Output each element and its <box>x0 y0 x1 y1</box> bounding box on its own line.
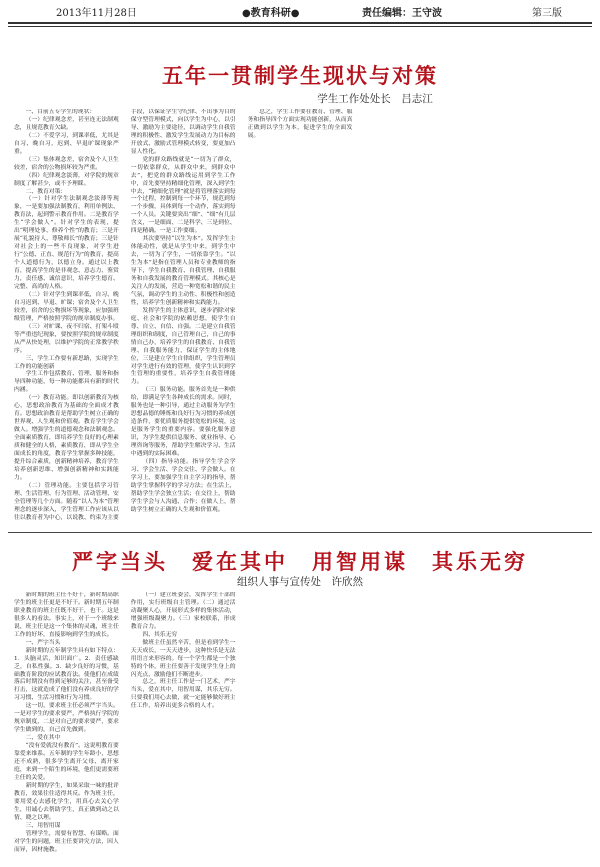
paragraph: 三、用智用谋 <box>25 822 61 829</box>
paragraph: 新时期的班主任不好干，新时期高职学生的班主任更是不好干。新时期五年制职业教育的班主任既不好干，也干。这是很多人的看法。事实上，对于一个班级来说，班主任是这一个集体的灵魂，班主任工作的好坏，直接影响到学生的成长。 <box>14 592 119 638</box>
paragraph: 一、严字当头 <box>25 639 61 646</box>
paragraph: 这一切，要求班主任必须严字当头。一是对学生的要求要严，严格执行学院的规章制度，二是对自己的要求要严，要求学生做到的，自己首先做到。 <box>14 703 119 734</box>
paragraph: 发挥学生的主体意识，逐步消除对家庭、社会和学院的依赖思想，使学生自尊、自立、自信、自强。二是建立自我管理组织和制度，自己管理自己，自己的事情自己办，培养学生的自我教育、自我管理、自我服务能力，保证学生的主体地位，三是建立学生自律组织，学生管理员对学生进行有效的管理，使学生认识到学生管理的重要性，培养学生自我管理能力。 <box>130 307 236 386</box>
article-1-title: 五年一贯制学生现状与对策 <box>162 64 438 88</box>
paragraph: “没有爱就没有教育”。这说明教育要靠爱来维系。五年制的学生年龄小，思想还不成熟，很多学生离开父母、离开家庭，来到一个陌生的环境，他们更需要班主任的关爱。 <box>14 743 119 781</box>
paragraph: （一）针对学生法制观念淡薄等现象，一是要加强法制教育，利用单例法、教育法，起到警示教育作用。二是教育学生“学会做人”。针对学生的表现，提出“明理处事、修养个性”的教育；三是开展“礼貌待人、尊敬师长”的教育；三是针对社会上的一些不良现象，对学生进行“公德、正直、规范行为”的教育，提高个人道德行为，以德立身。通过以上教育，提高学生的是非观念、意志力、鉴赏力，责任感、诚信意识，培养学生德育、完整、高尚的人格。 <box>14 196 119 290</box>
paragraph: 其次要坚持“以生为本”。发挥学生主体能动性，就是从学生中来，到学生中去，一切为了学生，一切依靠学生。“以生为本”是指在管理人员和专业教师的指导下，学生自我教育、自我管理、自我服务和自我发展的教育管理模式。其核心是关注人的发展，营造一种宽松和谐的民主气氛，调动学生的主动性、积极性和创造性，培养学生创新精神和实践能力。 <box>130 236 236 306</box>
paragraph: 一、目前五专学生的现状： <box>25 109 96 115</box>
paragraph: （三）对旷课、夜不归宿、打架斗殴等严重违纪现象，要按照学院的规章制度从严从快处理，以维护学院的正常教学秩序。 <box>14 323 119 354</box>
page-number: 第三版 <box>532 8 562 19</box>
paragraph: （四）指导功能。指导学生学会学习、学会生活、学会交往、学会做人。在学习上，要加强学生自主学习的指导，帮助学生掌握科学的学习方法；在生活上，帮助学生学会独立生活；在交往上，帮助学生学会与人沟通、合作；在做人上，帮助学生树立正确的人生观和价值观。 <box>130 458 236 513</box>
paragraph: （一）建立班委会，发挥学生干部的作用，实行班级自主管理。（二）通过活动凝聚人心，开展形式多样的集体活动，增强班级凝聚力。（三）家校联系，形成教育合力。 <box>130 592 236 630</box>
article-2-body <box>14 592 586 860</box>
paragraph: 管理学生，需要有智慧、有谋略。面对学生的问题，班主任要讲究方法，因人而异，因材施教。 <box>14 830 119 853</box>
paragraph: （三）服务功能。服务首先是一种供给，即满足学生各种成长的需求。同时，服务也是一种引导，通过主动服务为学生思想品德的锤炼和良好行为习惯的养成创造条件，要优质服务提供宽松的环境，这是服务学生的重要内容。要强化服务意识，为学生提供信息服务、就业指导、心理咨询等服务，帮助学生解决学习、生活中遇到的实际困难。 <box>130 387 236 457</box>
paragraph: （二）管理功能。主要包括学习管理、生活管理、行为管理、活动管理、安全管理等几个方面。随着“以人为本”管理理念的逐步深入，学生管理工作应该从以往以教育者为中心，以说教、约束为主要手段，以保证学生守纪律、不出事为目的保守型管理模式，向以学生为中心，以引导、激励为主要途径，以调动学生自我管理的积极性、激发学生发展动力为目标的开放式、激励式管理模式转变，要更加凸显人性化。 <box>14 109 236 521</box>
article-divider <box>8 532 592 533</box>
paragraph: 新时期的五年制学生具有如下特点：1．头脑灵活，知识面广。2．责任感缺乏，自私性强。3．缺少良好的习惯，基础教育阶段的应试教育法。使他们在成绩落后时期没有得到足够的关注，甚至备受打击，这就造成了他们没有养成良好的学习习惯、生活习惯和行为习惯。 <box>14 647 119 702</box>
header-rule <box>8 26 592 27</box>
paragraph: 总之，学生工作要在教育、管理、服务和指导四个方面实现功能创新，从而真正做到以学生为本，促进学生的全面发展。 <box>247 109 353 139</box>
article-2-byline: 组织人事与宣传处 许欣然 <box>237 576 363 588</box>
issue-date: 2013年11月28日 <box>56 8 137 19</box>
article-1-body <box>14 109 586 527</box>
paragraph: 总之，班主任工作是一门艺术，严字当头，爱在其中，用智用谋，其乐无穷。只要我们用心去做，就一定能够做好班主任工作，培养出更多合格的人才。 <box>130 679 236 710</box>
paragraph: 二、教育对策： <box>25 188 67 195</box>
paragraph: 做班主任虽然辛苦，但是看到学生一天天成长，一天天进步，这种快乐是无法用语言来形容的。每一个学生都是一个独特的个体，班主任要善于发现学生身上的闪光点，激励他们不断进步。 <box>130 639 236 678</box>
paragraph: （三）集体观念差，宿舍及个人卫生较差，宿舍的公物损坏较为严重。 <box>14 156 119 171</box>
paragraph: 二、爱在其中 <box>25 735 61 742</box>
paragraph: 三、学生工作要有新思路，实现学生工作的功能创新 <box>14 355 119 370</box>
paragraph: （二）不爱学习，到课率低，尤其是自习、晚自习，迟到、早退旷课现象严重。 <box>14 132 119 155</box>
paragraph: 学生工作包括教育、管理、服务和指导四种功能，每一种功能都具有新的时代内涵。 <box>14 371 119 394</box>
paragraph: （一）教育功能。即以创新教育为核心，思想政治教育为基础的全面成才教育。思想政治教育是帮助学生树立正确的世界观、人生观和价值观。教育学生学会做人。增强学生的道德观念和法制观念。全面素质教育，即培养学生良好的心理素质和健全的人格，素质教育，即从学生全面成长的角度，教育学生掌握多种技能，提升综合素质，创新精神培养，教育学生培养创新思维、增强创新精神和实践能力。 <box>14 395 119 481</box>
article-1-byline: 学生工作处处长 吕志江 <box>317 93 433 105</box>
paragraph: 党的群众路线就是“一切为了群众，一切依靠群众，从群众中来，到群众中去”，把党的群众路线运用到学生工作中，首先要坚持精细化管理，深入到学生中去，“精细化管理”就是将管理落实到每一个过程，控制到每一个环节，规范到每一个步骤，具体到每一个动作，落实到每一个人员。关键要突出“细”、“细”有几层含义，一是细面、二是科学、三是到位、四是精确。一是工作要细。 <box>130 156 236 235</box>
paragraph: （四）纪律观念淡薄，对学院的规章制度了解甚少，或不予理睬。 <box>14 172 119 187</box>
paragraph: （一）纪律观念差，甚至连无法制观念，且规范教育欠缺。 <box>14 116 119 131</box>
editor-credit: 责任编辑：王守波 <box>362 8 442 19</box>
paragraph: （二）针对学生到课率低，自习、晚自习迟到、早退、旷课；宿舍及个人卫生较差，宿舍的公物损坏等现象，应加强班级管理，严格按照学院的规章制度办事。 <box>14 291 119 322</box>
page-header <box>8 6 592 24</box>
paragraph: 新时期的学生，如果采取一味的批评教育，效果往往适得其反。作为班主任，要用爱心去感化学生，用真心去关心学生，用诚心去帮助学生，真正做到动之以情、晓之以理。 <box>14 782 119 821</box>
article-2-title: 严字当头 爱在其中 用智用谋 其乐无穷 <box>72 550 528 574</box>
paragraph: 四、其乐无穷 <box>142 631 178 638</box>
section-name: ●教育科研● <box>242 8 300 19</box>
